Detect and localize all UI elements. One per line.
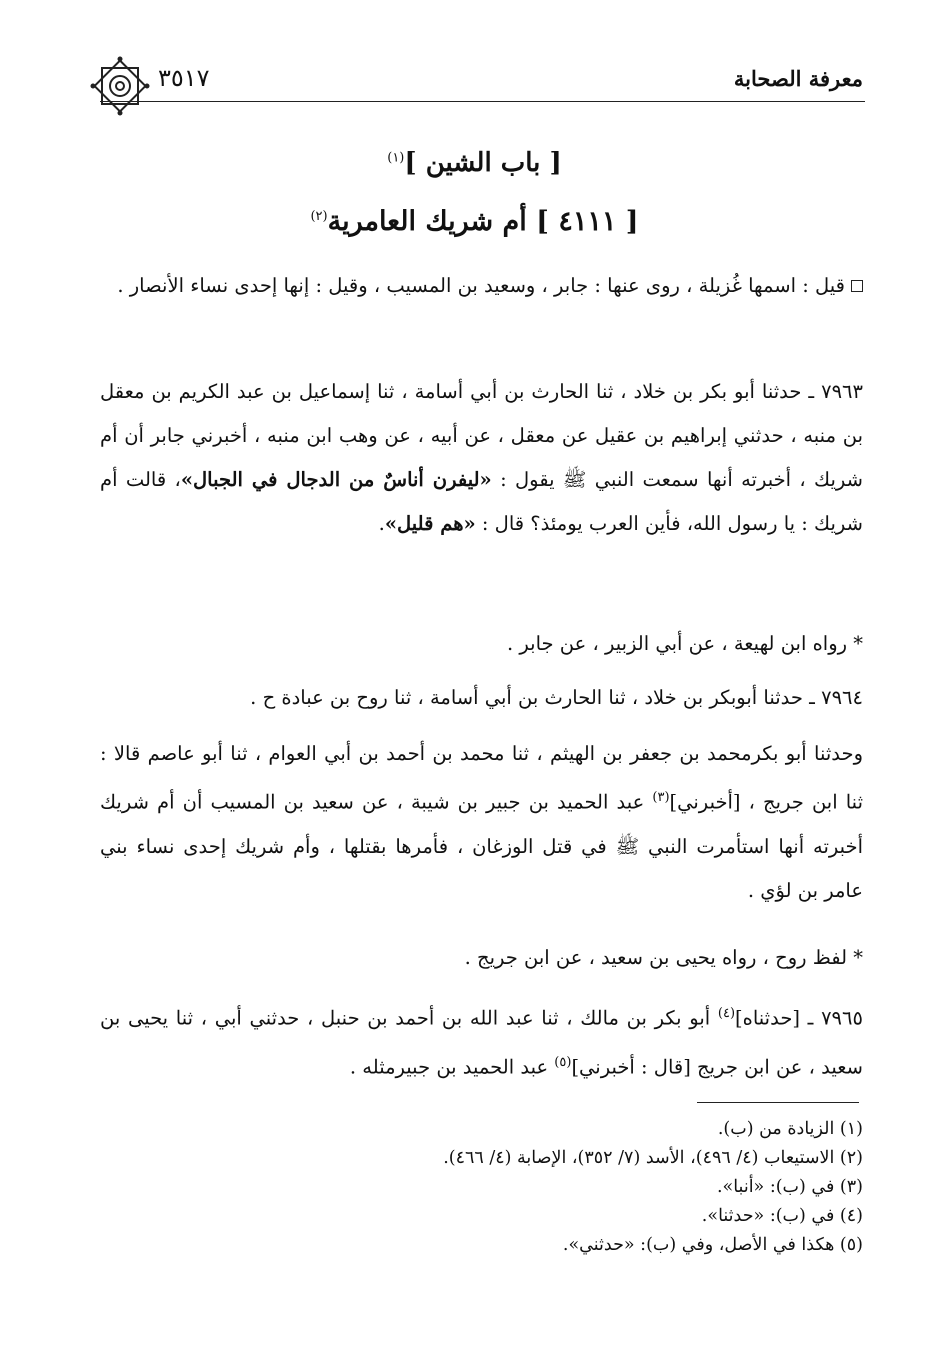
narration-note: * رواه ابن لهيعة ، عن أبي الزبير ، عن جابر . bbox=[507, 632, 863, 655]
footnote-item: (٢) الاستيعاب (٤/ ٤٩٦)، الأسد (٧/ ٣٥٢)، الإصابة (٤/ ٤٦٦). bbox=[443, 1148, 863, 1168]
prophetic-quote: «ليفرن أناسٌ من الدجال في الجبال» bbox=[180, 468, 492, 491]
chapter-title-text: [ باب الشين ] bbox=[404, 148, 562, 178]
footnote-item: (٣) في (ب): «أنبا». bbox=[716, 1177, 863, 1197]
hadith-text: ، قالت أم شريك : يا رسول الله، فأين العرب يومئذ؟ قال : bbox=[100, 468, 863, 535]
hadith-text: أبو بكر بن مالك ، ثنا عبد الله بن أحمد بن حنبل ، حدثني أبي ، ثنا يحيى بن سعيد ، عن ابن جريج [قال : أخبرني] bbox=[100, 1006, 863, 1078]
hadith-7964-continuation bbox=[100, 732, 863, 913]
footnote-item: (١) الزيادة من (ب). bbox=[717, 1119, 863, 1139]
narration-note: * لفظ روح ، رواه يحيى بن سعيد ، عن ابن جريج . bbox=[464, 946, 863, 969]
hadith-text: عبد الحميد بن جبيرمثله . bbox=[349, 1055, 549, 1078]
footnote-ref: (٥) bbox=[554, 1054, 572, 1070]
footnote-ref: (٣) bbox=[652, 790, 670, 805]
header-rule bbox=[100, 101, 865, 102]
footnote-item: (٤) في (ب): «حدثنا». bbox=[701, 1206, 863, 1226]
ornament-icon bbox=[88, 54, 152, 118]
footnote-ref: (٤) bbox=[717, 1006, 736, 1021]
footnote-ref: (٢) bbox=[310, 209, 328, 224]
footnote-item: (٥) هكذا في الأصل، وفي (ب): «حدثني». bbox=[562, 1235, 863, 1255]
footnote-ref: (١) bbox=[387, 150, 405, 166]
prophetic-quote: «هم قليل» bbox=[384, 512, 476, 535]
intro-paragraph bbox=[100, 264, 863, 308]
square-bullet-icon bbox=[851, 280, 863, 292]
hadith-7963 bbox=[100, 370, 863, 546]
running-title: معرفة الصحابة bbox=[733, 66, 863, 91]
hadith-7965 bbox=[100, 992, 863, 1089]
footnotes bbox=[100, 1115, 863, 1260]
page-number: ٣٥١٧ bbox=[158, 64, 210, 92]
hadith-7964: ٧٩٦٤ ـ حدثنا أبوبكر بن خلاد ، ثنا الحارث بن أبي أسامة ، ثنا روح بن عبادة ح . bbox=[250, 686, 863, 709]
entry-title-text: [ ٤١١١ ] أم شريك العامرية bbox=[327, 206, 639, 237]
hadith-text: ٧٩٦٥ ـ [حدثناه] bbox=[735, 1006, 863, 1030]
chapter-title bbox=[0, 148, 949, 178]
intro-text: قيل : اسمها غُزيلة ، روى عنها : جابر ، وسعيد بن المسيب ، وقيل : إنها إحدى نساء الأنصار . bbox=[117, 274, 845, 297]
hadith-text: وحدثنا أبو بكرمحمد بن جعفر بن الهيثم ، ثنا محمد بن أحمد بن أبي العوام ، ثنا أبو عاصم قالا : ثنا ابن جريج ، [أخبرني] bbox=[100, 742, 863, 814]
hadith-text: ٧٩٦٣ ـ حدثنا أبو بكر بن خلاد ، ثنا الحارث بن أبي أسامة ، ثنا إسماعيل بن عبد الكريم بن معقل بن منبه ، حدثني إبراهيم بن عقيل عن معقل ، عن أبيه ، عن وهب ابن منبه ، أخبرني جابر أن أم شريك ، أخبرته أنها سمعت النبي ﷺ يقول : bbox=[100, 380, 863, 491]
footnote-rule bbox=[697, 1102, 859, 1103]
hadith-text: . bbox=[378, 512, 385, 535]
hadith-text: عبد الحميد بن جبير بن شيبة ، عن سعيد بن المسيب أن أم شريك أخبرته أنها استأمرت النبي ﷺ في قتل الوزغان ، فأمرها بقتلها ، وأم شريك إحدى نساء بني عامر بن لؤي . bbox=[100, 790, 863, 902]
entry-title bbox=[0, 206, 949, 237]
